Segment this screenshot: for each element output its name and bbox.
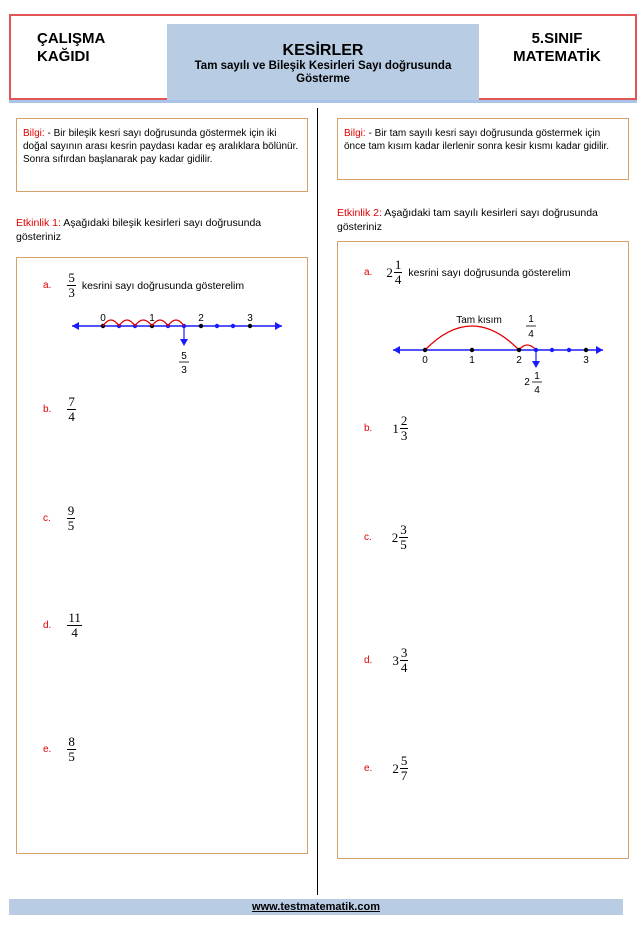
header-title-block: [167, 24, 479, 100]
whole-part-arc: [425, 326, 519, 350]
left-activity-label: Etkinlik 1:: [16, 217, 61, 229]
fraction-num: 3: [400, 522, 407, 537]
fraction-num: 1: [394, 257, 402, 272]
answer-den: 3: [181, 365, 187, 376]
fraction-num: 8: [68, 734, 75, 749]
right-item-e: [364, 754, 408, 783]
header-right-line1: 5.SINIF: [531, 30, 583, 47]
header-left-line2: KAĞIDI: [37, 48, 90, 65]
fraction-num: 9: [67, 503, 75, 518]
fraction-den: 4: [394, 272, 402, 287]
right-activity-box: [337, 241, 629, 859]
item-label: d.: [43, 620, 52, 631]
footer-link[interactable]: www.testmatematik.com: [9, 899, 623, 915]
fraction-num: 3: [400, 645, 408, 660]
left-info-label: Bilgi:: [23, 128, 45, 139]
top-num: 1: [528, 314, 534, 325]
whole-part: 2: [386, 264, 393, 280]
fraction-den: 5: [67, 518, 75, 533]
fraction-den: 3: [68, 285, 75, 300]
answer-whole: 2: [524, 377, 530, 388]
axis-arrow-left: [393, 346, 400, 354]
left-activity-heading: [16, 216, 308, 244]
right-info-text: - Bir tam sayılı kesri sayı doğrusunda göstermek için önce tam kısım kadar ilerlenir sonra kesir kısmı kadar gidilir.: [344, 128, 610, 152]
tick-label-1: 1: [149, 313, 155, 324]
right-number-line: [338, 306, 628, 406]
item-description: kesrini sayı doğrusunda gösterelim: [81, 279, 245, 292]
fraction: [67, 271, 76, 300]
fraction: [67, 395, 76, 424]
fraction-den: 5: [400, 537, 407, 552]
arc-label: Tam kısım: [456, 315, 502, 326]
axis-arrow-left: [72, 322, 79, 330]
step-arcs: [103, 320, 184, 326]
fraction-den: 4: [68, 409, 75, 424]
right-info-box: [337, 118, 629, 180]
header-right: [479, 16, 635, 98]
fraction: [400, 414, 409, 443]
fraction: [400, 754, 409, 783]
left-item-d: [43, 611, 82, 640]
fraction-num: 2: [400, 413, 408, 428]
left-info-text: - Bir bileşik kesri sayı doğrusunda göstermek için iki doğal sayının arası kesrin paydası kadar eş aralıklara bölünür. Sonra sıfırdan başlanarak pay kadar gidilir.: [23, 128, 299, 165]
item-label: c.: [43, 513, 51, 524]
left-item-a: [43, 271, 244, 300]
left-item-c: [43, 504, 75, 533]
right-info-label: Bilgi:: [344, 128, 366, 139]
right-activity-heading: [337, 206, 629, 234]
right-item-d: [364, 646, 408, 675]
fraction-den: 5: [68, 749, 75, 764]
item-label: e.: [364, 763, 373, 774]
column-divider: [317, 108, 318, 895]
fraction-den: 4: [71, 625, 78, 640]
fraction-num: 7: [68, 394, 75, 409]
top-den: 4: [528, 329, 534, 340]
fraction-den: 4: [400, 660, 408, 675]
fraction: [67, 735, 76, 764]
left-number-line: [17, 306, 307, 386]
fraction: [399, 523, 408, 552]
tick-label-0: 0: [422, 355, 428, 366]
fraction-den: 3: [400, 428, 408, 443]
header-right-line2: MATEMATİK: [513, 48, 601, 65]
axis-arrow-right: [596, 346, 603, 354]
fraction: [67, 611, 82, 640]
right-item-a: [364, 258, 571, 287]
fraction-den: 7: [400, 768, 408, 783]
worksheet-header: [9, 14, 637, 100]
page-title: KESİRLER: [282, 42, 364, 59]
whole-part: 2: [391, 529, 399, 545]
fraction-num: 11: [68, 610, 81, 625]
item-label: c.: [364, 532, 372, 543]
right-activity-text: Aşağıdaki tam sayılı kesirleri sayı doğrusunda gösteriniz: [337, 207, 598, 233]
answer-arrow-head: [532, 361, 540, 368]
left-activity-text: Aşağıdaki bileşik kesirleri sayı doğrusunda gösteriniz: [16, 217, 262, 243]
item-label: b.: [364, 423, 373, 434]
fraction: [394, 258, 403, 287]
item-label: e.: [43, 744, 52, 755]
right-activity-label: Etkinlik 2:: [337, 207, 382, 219]
whole-part: 3: [392, 652, 399, 668]
answer-num: 5: [181, 351, 187, 362]
answer-den: 4: [534, 385, 540, 396]
tick-label-0: 0: [100, 313, 106, 324]
tick-label-3: 3: [583, 355, 589, 366]
answer-arrow-head: [180, 339, 188, 346]
right-item-c: [364, 523, 408, 552]
left-item-e: [43, 735, 76, 764]
fraction: [400, 646, 409, 675]
tick-label-1: 1: [469, 355, 475, 366]
fraction-num: 5: [400, 753, 408, 768]
item-label: a.: [364, 267, 373, 278]
header-left-line1: ÇALIŞMA: [37, 30, 106, 47]
tick-label-2: 2: [198, 313, 204, 324]
tick-label-2: 2: [516, 355, 522, 366]
header-left: [11, 16, 167, 98]
left-activity-box: [16, 257, 308, 854]
item-label: b.: [43, 404, 52, 415]
fraction-num: 5: [68, 270, 75, 285]
page-subtitle: Tam sayılı ve Bileşik Kesirleri Sayı doğrusunda Gösterme: [194, 60, 452, 85]
whole-part: 2: [392, 760, 399, 776]
left-info-box: [16, 118, 308, 192]
item-label: d.: [364, 655, 373, 666]
item-label: a.: [43, 280, 52, 291]
whole-part: 1: [392, 420, 399, 436]
right-item-b: [364, 414, 408, 443]
axis-arrow-right: [275, 322, 282, 330]
fraction: [67, 504, 76, 533]
tick-label-3: 3: [247, 313, 253, 324]
left-item-b: [43, 395, 76, 424]
item-description: kesrini sayı doğrusunda gösterelim: [408, 266, 571, 279]
answer-num: 1: [534, 371, 540, 382]
